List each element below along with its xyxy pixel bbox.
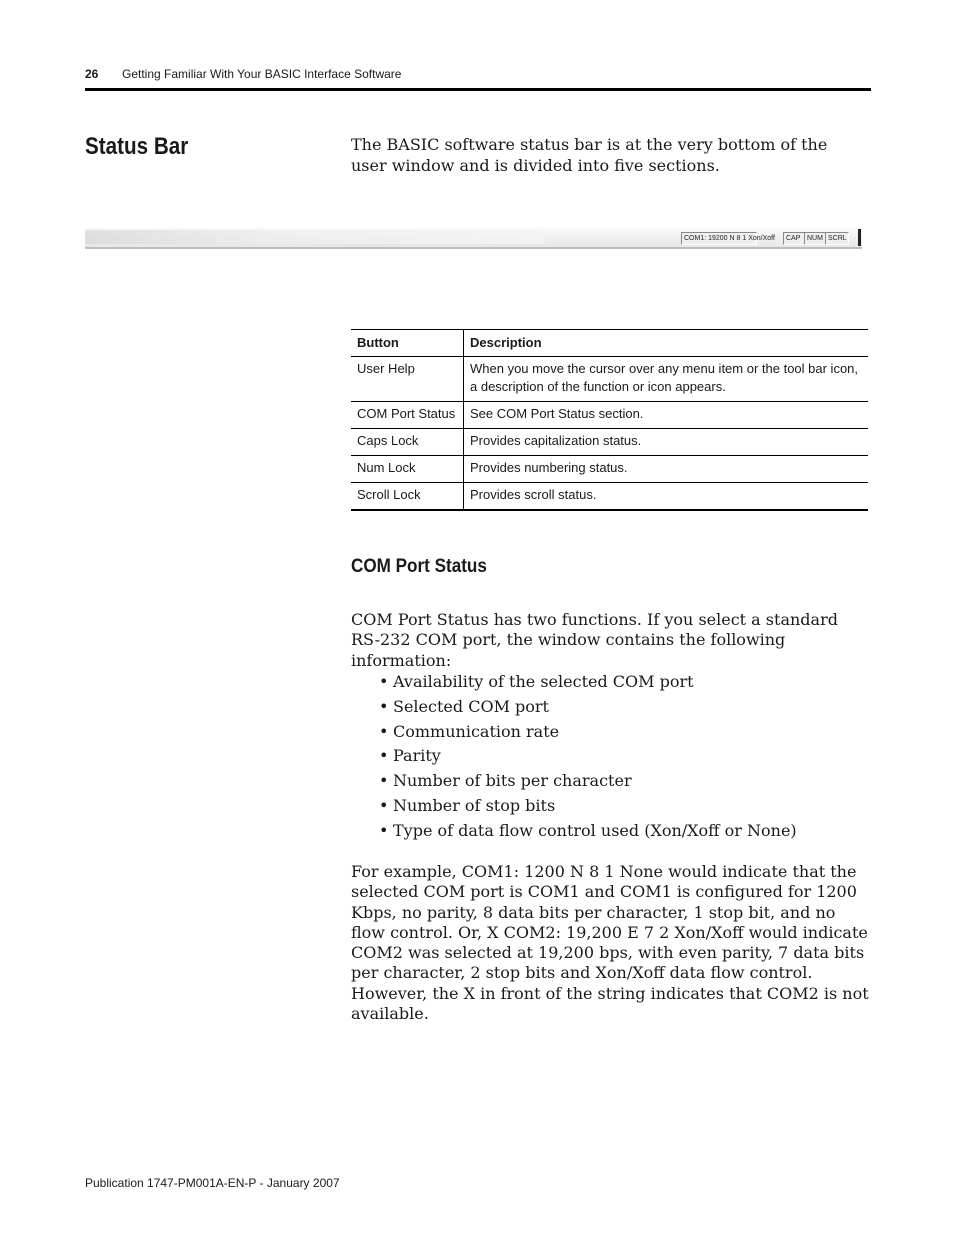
com-port-paragraph-2: For example, COM1: 1200 N 8 1 None would indicate that the selected COM port is COM1 and COM1 is configured for 1200 Kbps, no parity, 8 data bits per character, 1 stop bit, and no flow control. Or, X COM2: 19,200 E 7 2 Xon/Xoff would indicate COM2 was selected at 19,200 bps, with even parity, 7 data bits per character, 2 stop bits and Xon/Xoff data flow control. However, the X in front of the string indicates that COM2 is not available. xyxy=(351,862,869,1024)
list-item xyxy=(379,770,859,795)
list-item xyxy=(379,795,859,820)
table-cell-description: Provides numbering status. xyxy=(470,460,628,475)
bullet-icon: • xyxy=(379,746,389,766)
page-number: 26 xyxy=(85,67,99,81)
bullet-icon: • xyxy=(379,696,389,716)
bullet-icon: • xyxy=(379,771,389,791)
list-item xyxy=(379,696,859,721)
column-header-description: Description xyxy=(470,335,542,350)
list-item-text: Number of stop bits xyxy=(393,795,556,815)
table-cell-button: Scroll Lock xyxy=(351,483,464,511)
table-row xyxy=(351,483,868,511)
list-item-text: Type of data flow control used (Xon/Xoff or None) xyxy=(393,820,797,840)
status-bar-caps-cell: CAP xyxy=(783,232,807,245)
table-cell-button: Caps Lock xyxy=(351,429,464,456)
list-item xyxy=(379,721,859,746)
resize-grip-icon xyxy=(858,229,861,246)
table-cell-description: See COM Port Status section. xyxy=(470,406,644,421)
table-header-row xyxy=(351,330,868,357)
intro-paragraph: The BASIC software status bar is at the very bottom of the user window and is divided into five sections. xyxy=(351,135,828,175)
list-item-text: Parity xyxy=(393,746,441,766)
list-item-text: Number of bits per character xyxy=(393,771,632,791)
table-cell-button: User Help xyxy=(351,357,464,402)
status-bar-scroll-cell: SCRL xyxy=(825,232,849,245)
header-rule xyxy=(85,88,871,91)
bullet-icon: • xyxy=(379,672,389,691)
section-title: Status Bar xyxy=(85,133,189,160)
status-bar-num-cell: NUM xyxy=(804,232,828,245)
list-item xyxy=(379,671,859,696)
list-item xyxy=(379,820,859,845)
status-bar-screenshot xyxy=(85,228,862,249)
list-item-text: Availability of the selected COM port xyxy=(393,672,694,691)
status-bar-sections-table xyxy=(351,329,868,511)
subsection-title: COM Port Status xyxy=(351,556,487,577)
status-bar-message-area xyxy=(85,230,545,244)
bullet-icon: • xyxy=(379,820,389,840)
table-cell-description: When you move the cursor over any menu item or the tool bar icon, a description of the function or icon appears. xyxy=(470,361,859,394)
table-cell-description: Provides capitalization status. xyxy=(470,433,642,448)
table-cell-button: COM Port Status xyxy=(351,402,464,429)
running-header-title: Getting Familiar With Your BASIC Interface Software xyxy=(122,67,402,81)
table-row xyxy=(351,357,868,402)
com-port-paragraph-1: COM Port Status has two functions. If you select a standard RS-232 COM port, the window contains the following information: xyxy=(351,610,838,670)
list-item-text: Selected COM port xyxy=(393,696,549,716)
bullet-icon: • xyxy=(379,795,389,815)
column-header-button: Button xyxy=(351,330,464,357)
status-bar-com-port-cell: COM1: 19200 N 8 1 Xon/Xoff xyxy=(681,232,757,245)
table-cell-button: Num Lock xyxy=(351,456,464,483)
list-item-text: Communication rate xyxy=(393,721,560,741)
table-row xyxy=(351,429,868,456)
table-row xyxy=(351,456,868,483)
page-footer: Publication 1747-PM001A-EN-P - January 2007 xyxy=(85,1176,340,1190)
table-row xyxy=(351,402,868,429)
bullet-icon: • xyxy=(379,721,389,741)
list-item xyxy=(379,745,859,770)
page-header xyxy=(85,66,871,88)
com-port-info-list xyxy=(379,671,859,845)
table-cell-description: Provides scroll status. xyxy=(470,487,597,502)
